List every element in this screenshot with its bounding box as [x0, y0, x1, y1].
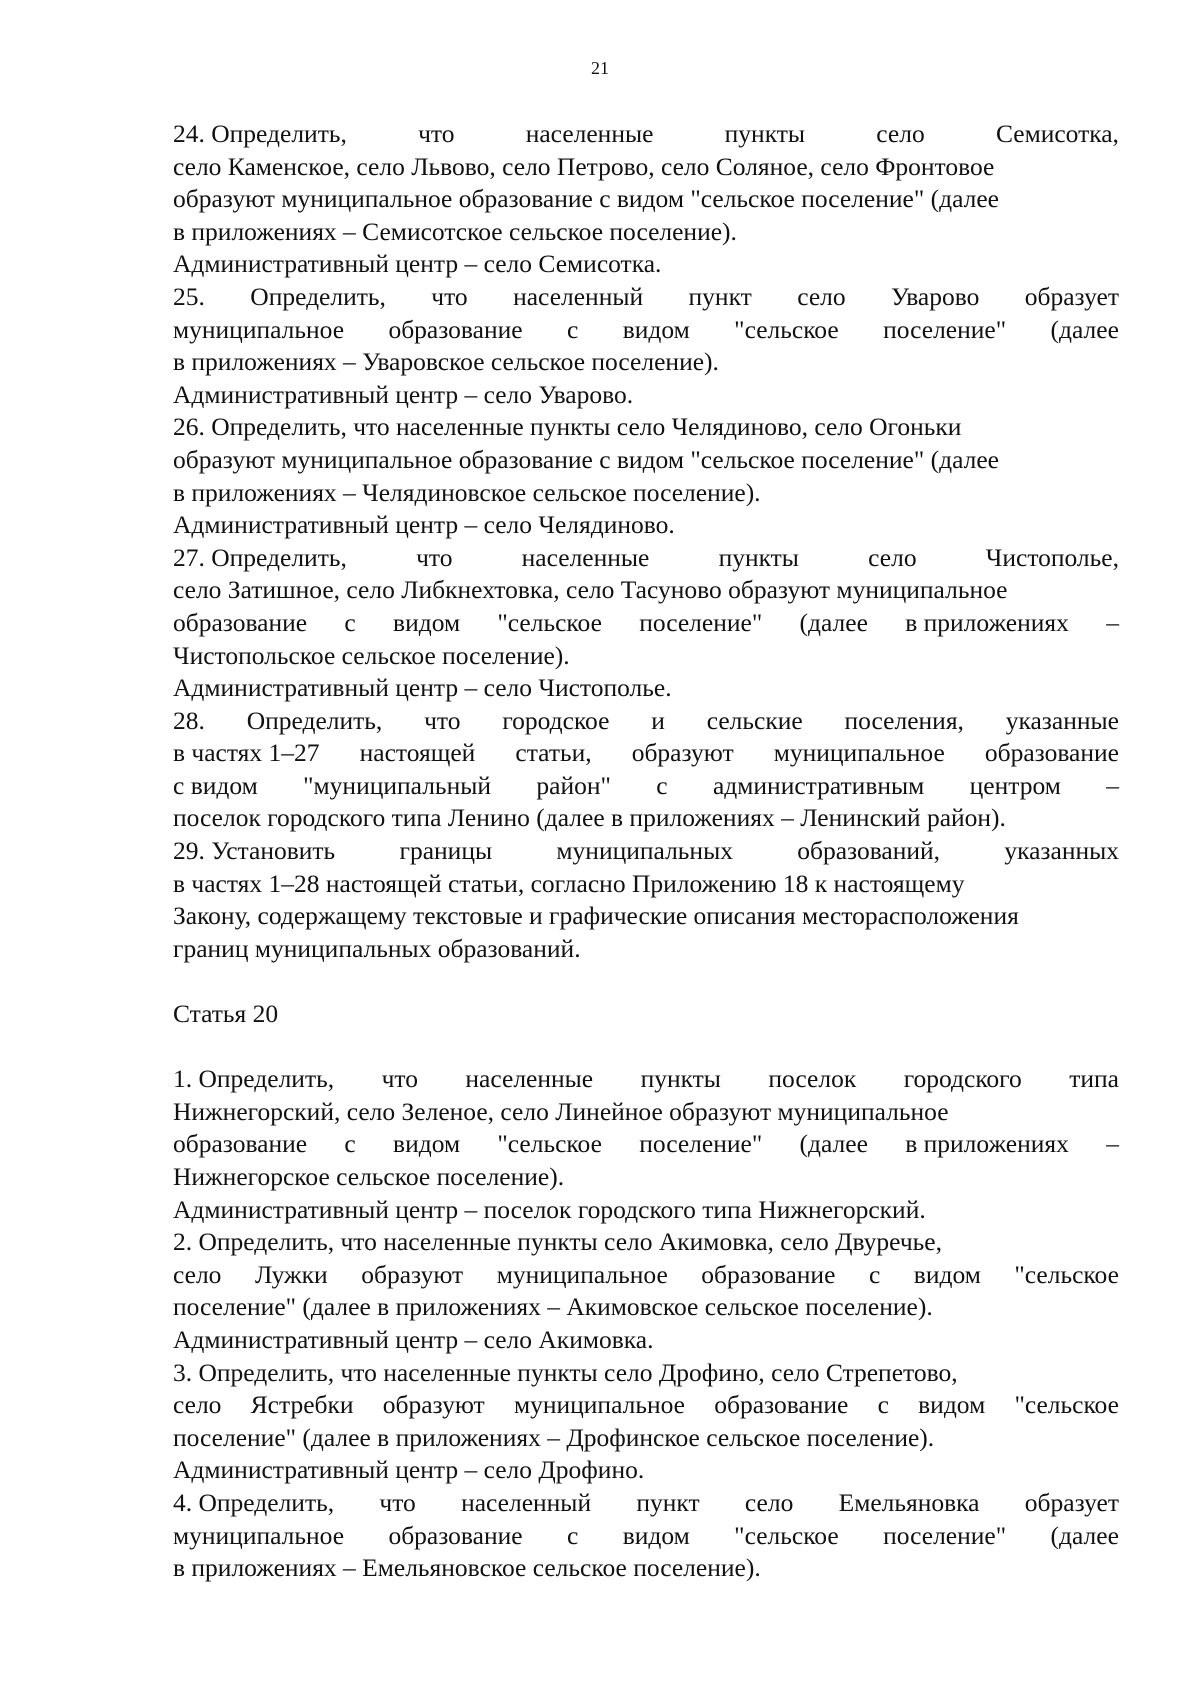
word: образование — [984, 738, 1119, 768]
word: муниципальное — [773, 738, 945, 768]
text-line — [173, 1389, 1119, 1422]
word: в приложениях — [905, 607, 1069, 637]
text-line — [173, 118, 1119, 151]
word: поселение" — [883, 314, 1007, 344]
text-line — [173, 1520, 1119, 1553]
word: сельские — [706, 705, 803, 735]
word: 28. — [173, 705, 205, 735]
word: административным — [712, 770, 925, 800]
text-line: 26. Определить, что населенные пункты село Челядиново, село Огоньки — [173, 412, 962, 442]
word: указанные — [1005, 705, 1119, 735]
article-19-continuation — [173, 118, 1119, 965]
word: образует — [1024, 281, 1119, 311]
text-line: границ муниципальных образований. — [173, 933, 581, 963]
text-line: Административный центр – село Челядиново. — [173, 510, 675, 540]
word: (далее — [799, 1129, 868, 1159]
word: населенные — [465, 1064, 594, 1094]
word: образование — [173, 607, 308, 637]
text-line — [173, 705, 1119, 738]
text-line: село Каменское, село Львово, село Петрово, село Соляное, село Фронтовое — [173, 151, 995, 181]
text-line: Нижнегорское сельское поселение). — [173, 1162, 565, 1191]
word: село — [744, 1487, 794, 1517]
word: с — [656, 770, 668, 800]
word: указанных — [1004, 836, 1119, 866]
word: Определить, — [246, 705, 383, 735]
word: образует — [1024, 1487, 1119, 1517]
text-line — [173, 737, 1119, 770]
text-line: 3. Определить, что населенные пункты село Дрофино, село Стрепетово, — [173, 1357, 958, 1387]
text-line: поселок городского типа Ленино (далее в приложениях – Ленинский район). — [173, 803, 1006, 833]
word: район" — [536, 770, 611, 800]
text-line: поселение" (далее в приложениях – Акимовское сельское поселение). — [173, 1292, 933, 1322]
word: поселение" — [639, 607, 763, 637]
word: с — [566, 1520, 579, 1550]
text-line: поселение" (далее в приложениях – Дрофинское сельское поселение). — [173, 1422, 935, 1452]
word: (далее — [799, 607, 868, 637]
word: настоящей — [359, 738, 476, 768]
word: "сельское — [1014, 1390, 1119, 1420]
word: с — [566, 314, 579, 344]
word: образуют — [382, 1390, 485, 1420]
word: статьи, — [515, 738, 592, 768]
text-line: Административный центр – село Чистополье. — [173, 673, 672, 703]
word: Ястребки — [250, 1390, 354, 1420]
word: "сельское — [734, 1520, 839, 1550]
word: муниципальное — [496, 1259, 668, 1289]
text-line: Административный центр – село Семисотка. — [173, 249, 662, 279]
word: видом — [622, 314, 690, 344]
word: поселения, — [844, 705, 964, 735]
text-line: в приложениях – Челядиновское сельское поселение). — [173, 477, 761, 507]
word: населенные — [525, 119, 654, 148]
word: (далее — [1050, 314, 1119, 344]
word: что — [431, 281, 468, 311]
word: населенный — [513, 281, 644, 311]
text-line — [173, 281, 1119, 314]
word: "сельское — [734, 314, 839, 344]
text-line — [173, 770, 1119, 803]
word: пункт — [688, 281, 752, 311]
word: 1. Определить, — [173, 1064, 335, 1094]
page-number: 21 — [591, 58, 609, 78]
word: "сельское — [497, 607, 602, 637]
word: муниципальное — [513, 1390, 685, 1420]
article-title: Статья 20 — [173, 999, 279, 1029]
word: образование — [714, 1390, 849, 1420]
document-body — [173, 118, 1119, 1585]
word: видом — [918, 1390, 986, 1420]
text-line: Чистопольское сельское поселение). — [173, 640, 570, 670]
word: – — [1106, 1129, 1119, 1159]
text-line: образуют муниципальное образование с видом "сельское поселение" (далее — [173, 184, 999, 214]
word: с — [868, 1259, 881, 1289]
word: образование — [173, 1129, 308, 1159]
text-line — [173, 542, 1119, 575]
text-line: Административный центр – село Акимовка. — [173, 1324, 654, 1354]
text-line: в приложениях – Семисотское сельское поселение). — [173, 216, 737, 246]
word: "сельское — [497, 1129, 602, 1159]
word: 4. Определить, — [173, 1487, 335, 1517]
word: в частях 1–27 — [173, 738, 320, 768]
text-line: Административный центр – село Уварово. — [173, 379, 634, 409]
text-line: в приложениях – Емельяновское сельское поселение). — [173, 1553, 761, 1583]
word: что — [381, 1064, 418, 1094]
word: село — [797, 281, 846, 311]
word: что — [424, 705, 461, 735]
word: муниципальное — [173, 1520, 345, 1550]
word: городского — [903, 1064, 1022, 1094]
word: муниципальных — [556, 836, 733, 866]
word: пункт — [636, 1487, 700, 1517]
text-line — [173, 1487, 1119, 1520]
article-20-body — [173, 1063, 1119, 1585]
word: Лужки — [254, 1259, 328, 1289]
word: видом — [393, 1129, 461, 1159]
text-line — [173, 1128, 1119, 1161]
word: населенные — [521, 542, 650, 572]
word: пункты — [718, 542, 799, 572]
word: Емельяновка — [838, 1487, 980, 1517]
word: с — [344, 1129, 356, 1159]
word: 25. — [173, 281, 205, 311]
word: 29. Установить — [173, 836, 336, 866]
word: 24. Определить, — [173, 119, 347, 148]
text-line: в частях 1–28 настоящей статьи, согласно Приложению 18 к настоящему — [173, 868, 965, 898]
word: Чистополье, — [985, 542, 1119, 572]
word: и — [651, 705, 665, 735]
text-line — [173, 1259, 1119, 1292]
word: поселок — [768, 1064, 857, 1094]
word: образуют — [631, 738, 734, 768]
text-line: 2. Определить, что населенные пункты село Акимовка, село Двуречье, — [173, 1227, 942, 1257]
word: образование — [388, 314, 523, 344]
word: образование — [701, 1259, 836, 1289]
spacer — [173, 1031, 1119, 1064]
word: село — [868, 542, 917, 572]
word: – — [1106, 607, 1119, 637]
word: что — [416, 542, 453, 572]
word: "муниципальный — [303, 770, 491, 800]
text-line: Административный центр – село Дрофино. — [173, 1455, 645, 1485]
word: с — [877, 1390, 889, 1420]
word: видом — [622, 1520, 690, 1550]
word: городское — [502, 705, 610, 735]
word: что — [418, 119, 455, 148]
text-line — [173, 607, 1119, 640]
word: населенный — [461, 1487, 592, 1517]
text-line — [173, 835, 1119, 868]
word: "сельское — [1014, 1259, 1119, 1289]
spacer — [173, 965, 1119, 998]
text-line: село Затишное, село Либкнехтовка, село Тасуново образуют муниципальное — [173, 575, 1008, 605]
word: село — [173, 1259, 222, 1289]
word: 27. Определить, — [173, 542, 347, 572]
word: село — [876, 119, 925, 148]
word: с — [344, 607, 356, 637]
word: образуют — [361, 1259, 464, 1289]
text-line: Нижнегорский, село Зеленое, село Линейное образуют муниципальное — [173, 1096, 949, 1126]
text-line: образуют муниципальное образование с видом "сельское поселение" (далее — [173, 444, 999, 474]
word: центром — [969, 770, 1061, 800]
word: что — [379, 1487, 416, 1517]
word: (далее — [1050, 1520, 1119, 1550]
word: видом — [393, 607, 461, 637]
word: в приложениях — [905, 1129, 1069, 1159]
word: село — [173, 1390, 222, 1420]
word: границы — [399, 836, 493, 866]
word: поселение" — [883, 1520, 1007, 1550]
word: Семисотка, — [995, 119, 1119, 148]
word: Определить, — [250, 281, 386, 311]
word: поселение" — [639, 1129, 763, 1159]
word: образований, — [797, 836, 941, 866]
word: образование — [388, 1520, 523, 1550]
text-line: в приложениях – Уваровское сельское поселение). — [173, 347, 719, 377]
text-line: Административный центр – поселок городского типа Нижнегорский. — [173, 1194, 926, 1224]
word: типа — [1069, 1064, 1119, 1094]
word: с видом — [173, 770, 258, 800]
word: видом — [913, 1259, 981, 1289]
text-line — [173, 314, 1119, 347]
word: – — [1106, 770, 1119, 800]
text-line — [173, 1063, 1119, 1096]
word: пункты — [640, 1064, 721, 1094]
word: муниципальное — [173, 314, 345, 344]
word: пункты — [724, 119, 806, 148]
word: Уварово — [891, 281, 980, 311]
text-line: Закону, содержащему текстовые и графические описания месторасположения — [173, 901, 1019, 931]
